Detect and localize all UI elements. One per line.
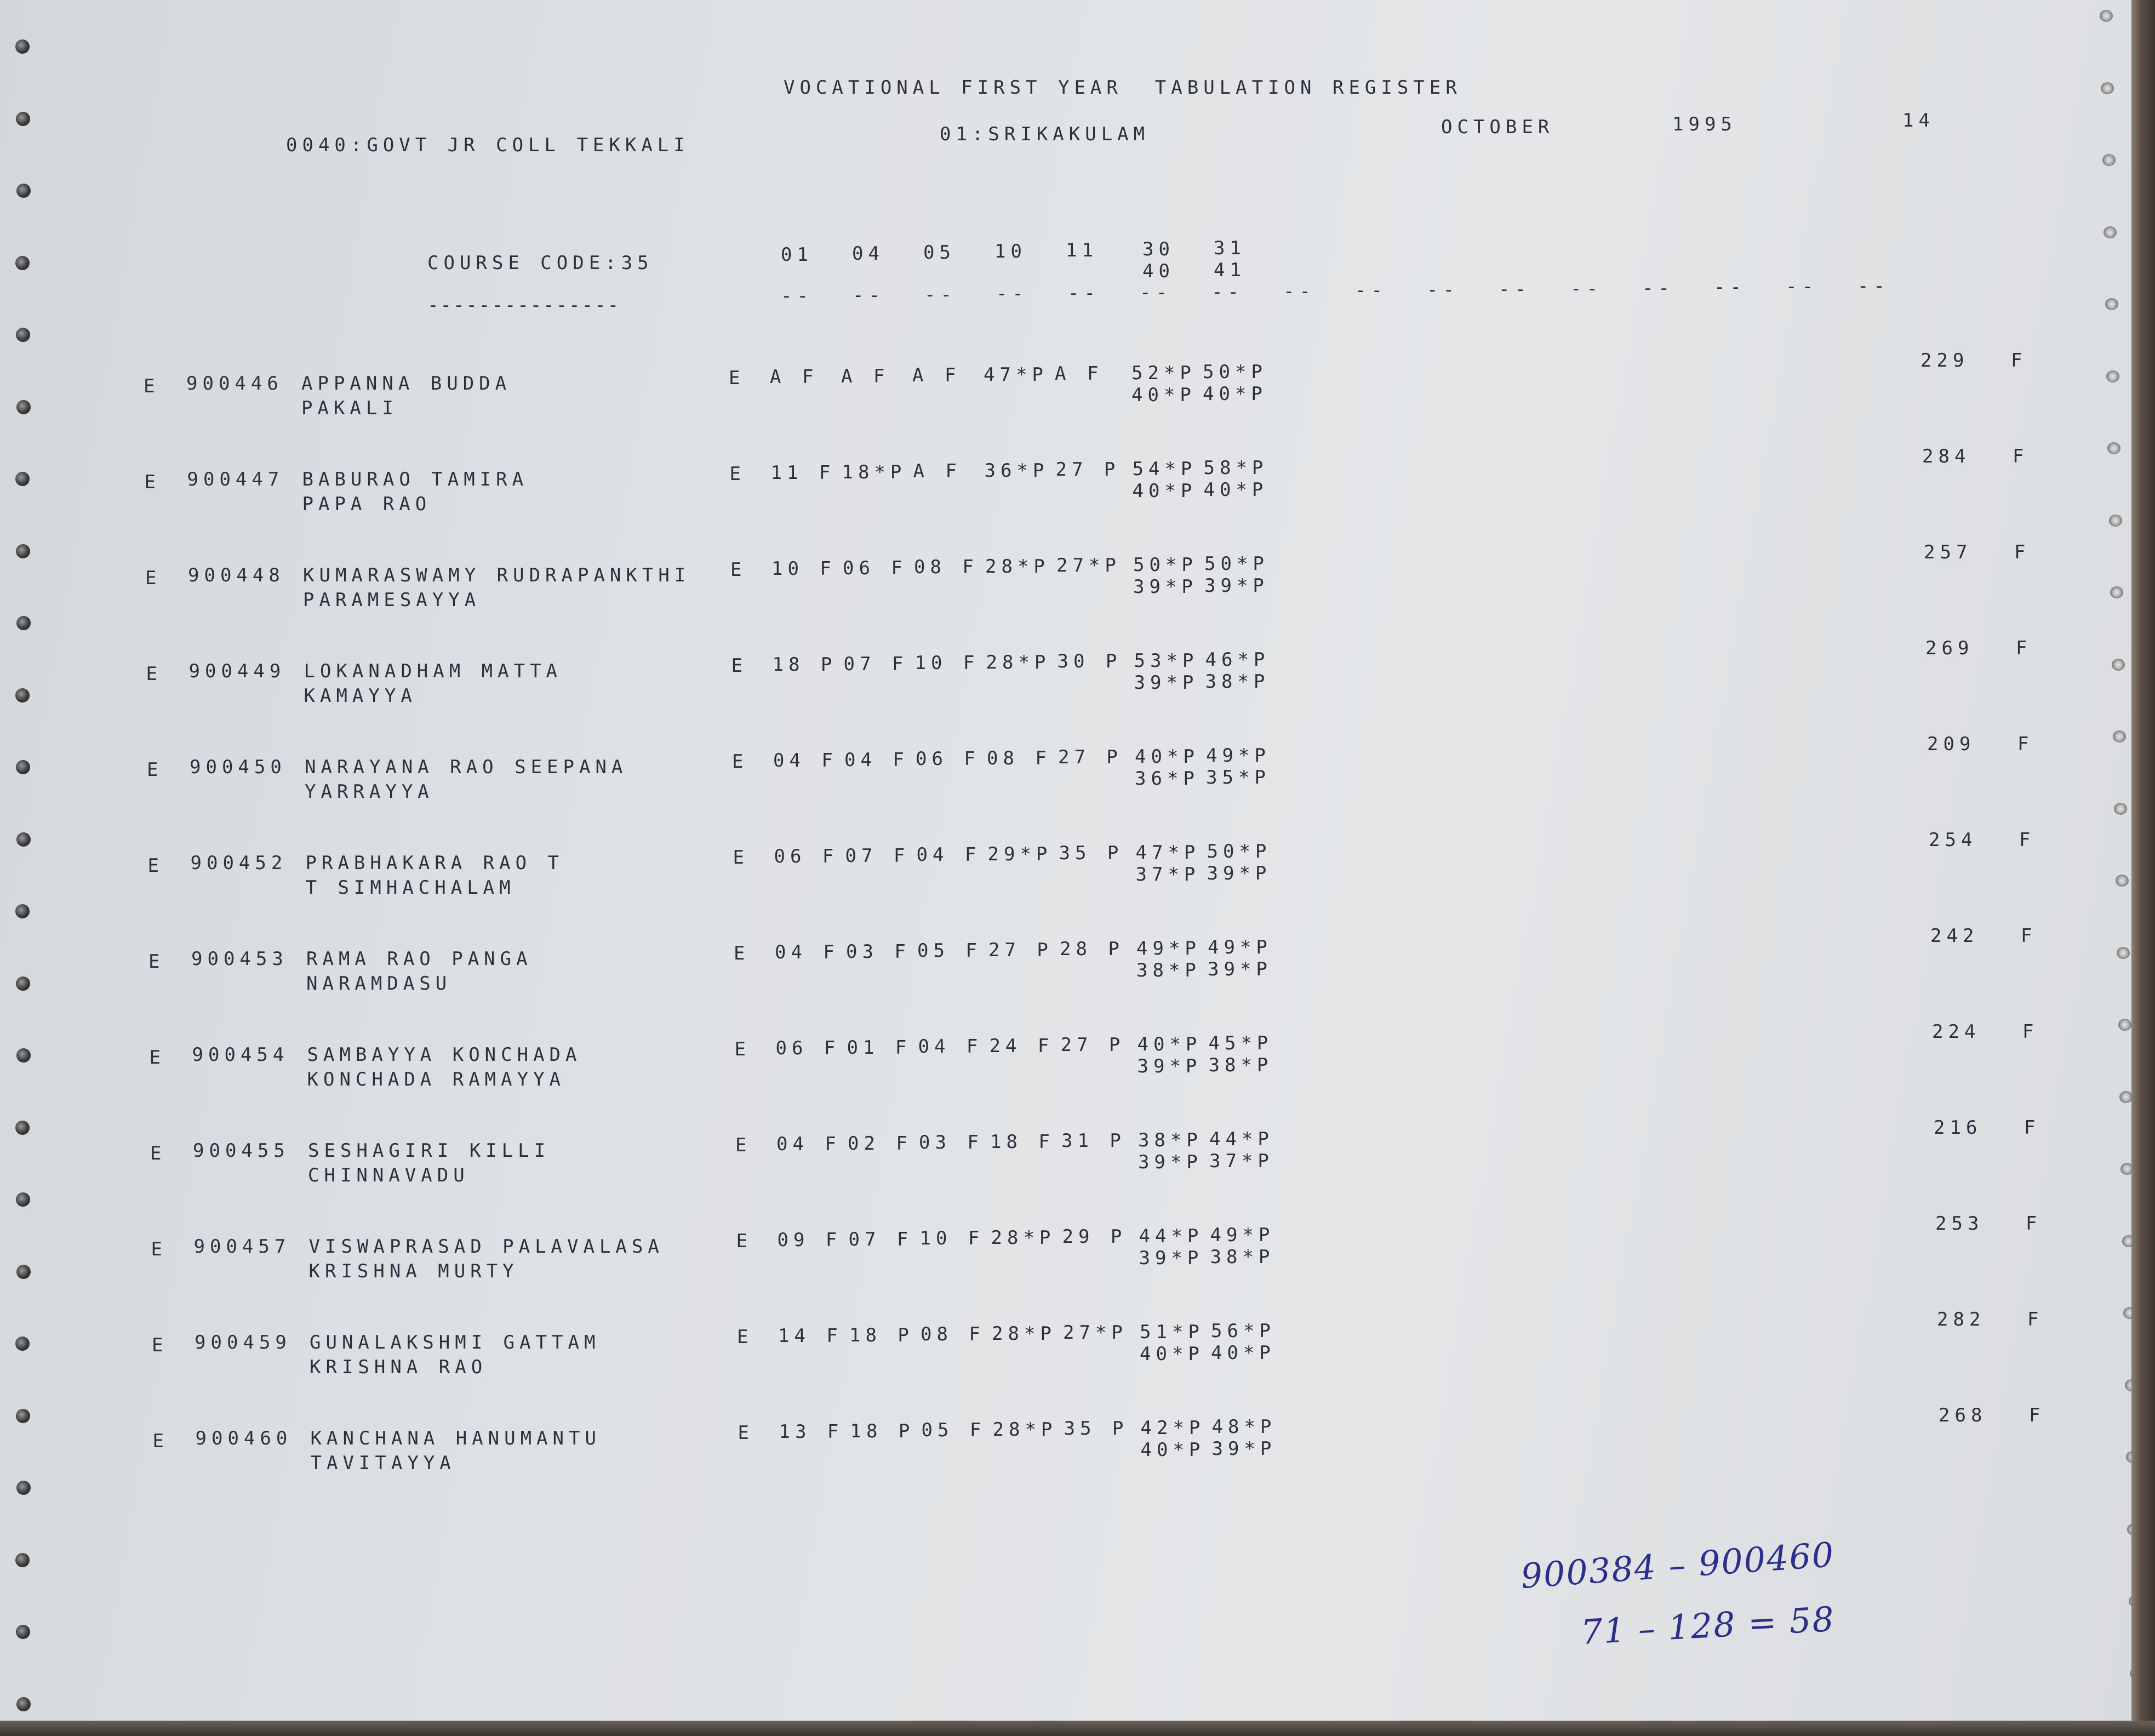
medium-code: E xyxy=(732,751,748,773)
subject-mark: 47*P xyxy=(984,363,1048,386)
page-number: 14 xyxy=(1902,110,1935,132)
subject-mark: 49*P xyxy=(1206,745,1271,767)
student-name: RAMA RAO PANGA xyxy=(306,948,533,970)
medium-code: E xyxy=(736,1230,752,1252)
row-flag: E xyxy=(147,759,163,781)
feed-hole xyxy=(2101,82,2114,94)
subject-code: 10 xyxy=(994,241,1027,262)
subject-mark: 50*P xyxy=(1207,841,1272,863)
subject-mark-second: 39*P xyxy=(1134,671,1199,694)
subject-mark: 28*P xyxy=(991,1226,1056,1249)
row-flag: E xyxy=(144,375,160,397)
medium-code: E xyxy=(738,1422,754,1444)
roll-number: 900450 xyxy=(190,756,287,778)
father-name: KRISHNA MURTY xyxy=(308,1260,519,1282)
course-code: COURSE CODE:35 xyxy=(427,252,654,274)
feed-hole xyxy=(16,1625,30,1639)
roll-number: 900460 xyxy=(195,1427,293,1449)
subject-mark: 06 F xyxy=(916,748,980,770)
exam-year: 1995 xyxy=(1672,113,1737,135)
feed-hole xyxy=(16,328,30,342)
feed-hole xyxy=(15,39,30,54)
row-flag: E xyxy=(145,567,162,589)
feed-hole xyxy=(2114,803,2127,815)
feed-hole xyxy=(15,1553,30,1567)
subject-mark: 07 F xyxy=(845,844,910,867)
subject-mark: 06 F xyxy=(843,557,907,579)
subject-mark: 10 F xyxy=(914,652,980,674)
subject-mark: 08 F xyxy=(987,747,1051,769)
subject-mark: 27 P xyxy=(988,939,1053,961)
subject-mark: 08 F xyxy=(921,1323,985,1345)
subject-code-second: 41 xyxy=(1214,259,1246,281)
subject-mark: 03 F xyxy=(846,940,911,963)
medium-code: E xyxy=(737,1326,753,1348)
subject-mark: 40*P xyxy=(1137,1033,1202,1055)
subject-mark: 28*P xyxy=(985,555,1050,578)
result: F xyxy=(2029,1404,2045,1426)
feed-hole xyxy=(2113,730,2126,743)
register-title: VOCATIONAL FIRST YEAR TABULATION REGISTER xyxy=(784,77,1462,99)
subject-mark: 45*P xyxy=(1208,1032,1273,1054)
row-flag: E xyxy=(146,663,162,685)
roll-number: 900448 xyxy=(188,564,285,586)
subject-mark-second: 40*P xyxy=(1203,383,1267,405)
feed-hole xyxy=(2109,515,2122,527)
subject-code: 11 xyxy=(1066,239,1098,261)
column-dash: -- xyxy=(1355,279,1387,302)
father-name: PAPA RAO xyxy=(302,493,432,515)
subject-mark: 10 F xyxy=(919,1227,985,1249)
subject-mark: 42*P xyxy=(1140,1417,1205,1439)
father-name: KONCHADA RAMAYYA xyxy=(307,1069,566,1090)
result: F xyxy=(2017,733,2034,755)
subject-mark: 53*P xyxy=(1134,649,1199,672)
subject-mark: 44*P xyxy=(1139,1225,1204,1247)
row-flag: E xyxy=(151,1238,167,1260)
subject-mark: 28*P xyxy=(986,651,1051,673)
medium-code: E xyxy=(734,1038,751,1060)
subject-mark-second: 39*P xyxy=(1138,1151,1203,1173)
subject-mark-second: 39*P xyxy=(1211,1438,1277,1460)
subject-mark: 04 F xyxy=(844,749,909,771)
feed-hole xyxy=(16,1409,30,1423)
subject-mark: 49*P xyxy=(1210,1224,1275,1246)
column-dash: -- xyxy=(1211,281,1244,303)
total-marks: 242 xyxy=(1930,925,1979,947)
subject-code: 31 xyxy=(1214,237,1246,259)
feed-hole xyxy=(16,1192,30,1207)
subject-mark: 29*P xyxy=(987,843,1053,865)
feed-hole xyxy=(15,256,30,270)
student-name: SAMBAYYA KONCHADA xyxy=(307,1044,582,1066)
subject-mark: 11 F xyxy=(770,462,836,484)
student-name: LOKANADHAM MATTA xyxy=(304,660,563,682)
feed-hole xyxy=(16,1048,31,1063)
column-dash: -- xyxy=(1857,275,1890,297)
feed-hole xyxy=(2112,659,2125,671)
subject-mark: A F xyxy=(1055,363,1104,385)
subject-mark: 13 F xyxy=(779,1421,844,1443)
medium-code: E xyxy=(730,559,747,581)
result: F xyxy=(2027,1309,2044,1330)
row-flag: E xyxy=(150,1143,167,1164)
student-name: SESHAGIRI KILLI xyxy=(308,1140,551,1162)
subject-mark: 35 P xyxy=(1064,1418,1129,1440)
subject-mark-second: 38*P xyxy=(1205,671,1270,693)
medium-code: E xyxy=(729,463,746,485)
total-marks: 257 xyxy=(1924,541,1973,563)
father-name: KRISHNA RAO xyxy=(310,1356,488,1378)
subject-mark-second: 40*P xyxy=(1132,479,1197,502)
subject-mark-second: 39*P xyxy=(1207,863,1272,884)
feed-hole xyxy=(16,184,31,198)
course-code-underline: --------------- xyxy=(427,294,621,316)
subject-mark-second: 40*P xyxy=(1140,1438,1205,1461)
subject-code: 01 xyxy=(781,244,813,266)
father-name: CHINNAVADU xyxy=(308,1164,470,1186)
subject-mark: 06 F xyxy=(774,846,839,867)
student-name: KANCHANA HANUMANTU xyxy=(310,1427,601,1449)
column-dash: -- xyxy=(1499,278,1531,300)
subject-mark: 05 F xyxy=(921,1419,986,1441)
result: F xyxy=(2024,1117,2040,1139)
student-name: KUMARASWAMY RUDRAPANKTHI xyxy=(303,564,691,586)
medium-code: E xyxy=(729,367,745,389)
feed-hole xyxy=(16,1481,31,1495)
roll-number: 900454 xyxy=(192,1044,289,1066)
subject-mark-second: 40*P xyxy=(1211,1342,1276,1364)
subject-mark: 30 P xyxy=(1057,650,1122,672)
column-dash: -- xyxy=(1283,280,1316,302)
feed-hole xyxy=(2107,442,2120,454)
column-dash: -- xyxy=(1140,282,1172,304)
feed-hole xyxy=(2102,154,2116,166)
roll-number: 900459 xyxy=(195,1332,291,1354)
column-dash: -- xyxy=(1570,277,1603,300)
subject-mark: A F xyxy=(841,365,890,387)
exam-month: OCTOBER xyxy=(1441,116,1554,138)
subject-mark-second: 38*P xyxy=(1208,1054,1273,1076)
subject-code-second: 40 xyxy=(1142,260,1175,282)
total-marks: 254 xyxy=(1929,829,1977,851)
medium-code: E xyxy=(735,1134,752,1156)
subject-mark-second: 39*P xyxy=(1137,1055,1202,1077)
total-marks: 268 xyxy=(1939,1404,1987,1426)
subject-mark: 27*P xyxy=(1063,1322,1128,1344)
row-flag: E xyxy=(147,855,164,877)
feed-hole xyxy=(15,472,30,486)
feed-hole xyxy=(2100,10,2113,22)
subject-mark: 09 F xyxy=(777,1229,842,1251)
subject-mark: 05 F xyxy=(917,940,982,962)
feed-hole xyxy=(2106,370,2119,382)
result: F xyxy=(2026,1213,2042,1235)
student-name: BABURAO TAMIRA xyxy=(302,469,529,490)
result: F xyxy=(2016,637,2032,659)
feed-hole xyxy=(15,1121,30,1135)
subject-mark: 49*P xyxy=(1136,937,1201,960)
handwritten-count: 71 – 128 = 58 xyxy=(1580,1598,1836,1653)
feed-hole xyxy=(16,1697,31,1711)
roll-number: 900446 xyxy=(186,373,283,395)
column-dash: -- xyxy=(924,283,957,306)
subject-mark: 07 F xyxy=(848,1228,913,1250)
result: F xyxy=(2022,1021,2039,1043)
feed-hole xyxy=(2119,1091,2133,1103)
subject-mark: 02 F xyxy=(848,1132,912,1155)
subject-mark: 44*P xyxy=(1209,1128,1274,1150)
row-flag: E xyxy=(152,1334,168,1356)
feed-hole xyxy=(2105,298,2118,310)
subject-mark: 38*P xyxy=(1138,1129,1203,1151)
feed-hole xyxy=(16,976,30,991)
feed-hole xyxy=(16,400,31,414)
subject-mark: 18 P xyxy=(772,654,837,676)
feed-hole xyxy=(2118,1019,2131,1031)
subject-mark: 24 F xyxy=(989,1035,1054,1057)
father-name: YARRAYYA xyxy=(305,781,434,803)
father-name: KAMAYYA xyxy=(304,685,417,707)
medium-code: E xyxy=(734,943,750,964)
subject-mark-second: 37*P xyxy=(1135,863,1201,886)
column-dash: -- xyxy=(1642,277,1674,299)
subject-mark: 48*P xyxy=(1211,1416,1277,1438)
page-stack-edge xyxy=(2131,0,2155,1736)
father-name: PARAMESAYYA xyxy=(303,589,481,611)
subject-mark: 04 F xyxy=(918,1036,983,1058)
subject-mark-second: 35*P xyxy=(1206,767,1271,789)
total-marks: 209 xyxy=(1927,733,1976,755)
student-name: VISWAPRASAD PALAVALASA xyxy=(308,1236,664,1258)
feed-hole xyxy=(16,616,31,630)
father-name: PAKALI xyxy=(301,397,398,419)
roll-number: 900457 xyxy=(193,1236,291,1258)
row-flag: E xyxy=(152,1430,169,1452)
row-flag: E xyxy=(144,471,161,493)
medium-code: E xyxy=(733,847,749,869)
subject-mark: 27 P xyxy=(1060,1034,1125,1056)
total-marks: 284 xyxy=(1922,446,1971,467)
subject-mark: 18 P xyxy=(849,1324,914,1346)
subject-mark-second: 38*P xyxy=(1210,1246,1275,1268)
student-name: GUNALAKSHMI GATTAM xyxy=(310,1332,601,1354)
subject-mark-second: 40*P xyxy=(1203,479,1268,501)
total-marks: 224 xyxy=(1932,1021,1981,1043)
subject-mark: 50*P xyxy=(1203,361,1267,383)
subject-mark-second: 39*P xyxy=(1133,575,1198,598)
subject-mark-second: 36*P xyxy=(1135,767,1199,790)
feed-hole xyxy=(15,904,30,918)
student-name: PRABHAKARA RAO T xyxy=(305,852,564,874)
subject-mark-second: 38*P xyxy=(1136,959,1201,981)
feed-hole xyxy=(16,1265,31,1279)
feed-hole xyxy=(16,112,30,126)
subject-mark: 56*P xyxy=(1211,1320,1276,1342)
father-name: NARAMDASU xyxy=(306,973,452,995)
subject-mark-second: 37*P xyxy=(1209,1150,1274,1172)
feed-hole xyxy=(2103,226,2117,238)
subject-mark: 18 P xyxy=(850,1420,915,1442)
subject-mark: 46*P xyxy=(1205,649,1270,671)
result: F xyxy=(2013,446,2029,467)
feed-hole xyxy=(2116,875,2129,887)
subject-mark: 06 F xyxy=(775,1037,841,1059)
father-name: TAVITAYYA xyxy=(310,1452,456,1474)
medium-code: E xyxy=(731,655,747,677)
roll-number: 900455 xyxy=(193,1140,290,1162)
subject-mark: 58*P xyxy=(1203,457,1268,479)
total-marks: 216 xyxy=(1934,1117,1982,1139)
subject-mark: 50*P xyxy=(1204,553,1269,575)
feed-hole xyxy=(2117,947,2130,959)
roll-number: 900452 xyxy=(190,852,288,874)
subject-mark-second: 39*P xyxy=(1204,575,1269,597)
total-marks: 282 xyxy=(1937,1309,1986,1330)
feed-hole xyxy=(16,832,31,847)
subject-mark: 28*P xyxy=(992,1322,1056,1345)
subject-mark: 04 F xyxy=(916,844,981,866)
subject-mark-second: 40*P xyxy=(1131,384,1196,406)
subject-mark-second: 40*P xyxy=(1140,1343,1204,1365)
subject-mark: 07 F xyxy=(843,653,908,675)
subject-mark: 51*P xyxy=(1140,1321,1204,1343)
subject-mark: 35 P xyxy=(1059,842,1124,864)
column-dash: -- xyxy=(1786,276,1818,298)
student-name: NARAYANA RAO SEEPANA xyxy=(305,756,628,778)
page-bottom-edge xyxy=(0,1721,2155,1736)
subject-mark: 29 P xyxy=(1062,1226,1127,1248)
feed-hole xyxy=(16,760,30,774)
total-marks: 269 xyxy=(1925,637,1974,659)
result: F xyxy=(2021,925,2037,947)
subject-mark: 36*P xyxy=(984,459,1049,482)
subject-code: 30 xyxy=(1142,238,1175,260)
row-flag: E xyxy=(148,951,165,973)
subject-mark: 28 P xyxy=(1060,938,1124,960)
student-name: APPANNA BUDDA xyxy=(301,373,512,395)
handwritten-roll-range: 900384 – 900460 xyxy=(1519,1534,1836,1596)
feed-hole xyxy=(15,688,30,703)
total-marks: 229 xyxy=(1920,350,1969,372)
row-flag: E xyxy=(149,1047,165,1069)
subject-mark: 14 F xyxy=(778,1325,843,1347)
subject-mark: 54*P xyxy=(1132,458,1197,480)
subject-mark: A F xyxy=(912,364,961,386)
subject-mark: 04 F xyxy=(775,941,839,963)
subject-mark: 08 F xyxy=(914,556,979,578)
subject-mark: 28*P xyxy=(992,1418,1058,1441)
column-dash: -- xyxy=(781,285,813,307)
feed-hole xyxy=(15,1337,30,1351)
subject-mark: 01 F xyxy=(847,1036,912,1059)
column-dash: -- xyxy=(1714,276,1746,299)
subject-mark: 27 P xyxy=(1058,746,1123,768)
subject-mark: 04 F xyxy=(773,750,838,772)
roll-number: 900447 xyxy=(187,469,284,490)
father-name: T SIMHACHALAM xyxy=(305,877,516,899)
college-name: 0040:GOVT JR COLL TEKKALI xyxy=(286,134,690,156)
subject-mark: 03 F xyxy=(919,1132,984,1153)
subject-mark-second: 39*P xyxy=(1208,958,1272,980)
roll-number: 900453 xyxy=(191,948,288,970)
subject-mark: 50*P xyxy=(1133,553,1198,576)
column-dash: -- xyxy=(853,284,885,306)
subject-code: 05 xyxy=(923,242,956,264)
feed-hole xyxy=(16,544,30,558)
column-dash: -- xyxy=(1068,282,1100,305)
subject-mark: 18*P xyxy=(842,461,907,483)
subject-mark: 40*P xyxy=(1135,745,1199,768)
district-name: 01:SRIKAKULAM xyxy=(940,123,1150,145)
result: F xyxy=(2019,829,2036,851)
subject-mark-second: 39*P xyxy=(1139,1247,1204,1269)
subject-mark: 49*P xyxy=(1208,936,1272,958)
column-dash: -- xyxy=(1427,279,1459,301)
feed-hole xyxy=(2110,586,2123,598)
subject-code: 04 xyxy=(852,243,884,265)
subject-mark: 10 F xyxy=(771,558,836,580)
subject-mark: 27*P xyxy=(1056,555,1121,576)
subject-mark: A F xyxy=(913,460,962,482)
subject-mark: 52*P xyxy=(1131,362,1196,384)
subject-mark: 27 P xyxy=(1055,459,1121,481)
roll-number: 900449 xyxy=(188,660,286,682)
column-dash: -- xyxy=(996,283,1028,305)
subject-mark: 04 F xyxy=(776,1133,841,1155)
subject-mark: 18 F xyxy=(990,1130,1055,1153)
result: F xyxy=(2011,350,2027,372)
subject-mark: 31 P xyxy=(1061,1130,1126,1152)
total-marks: 253 xyxy=(1935,1213,1984,1235)
subject-mark: 47*P xyxy=(1135,841,1201,864)
subject-mark: A F xyxy=(770,366,819,388)
result: F xyxy=(2014,541,2031,563)
